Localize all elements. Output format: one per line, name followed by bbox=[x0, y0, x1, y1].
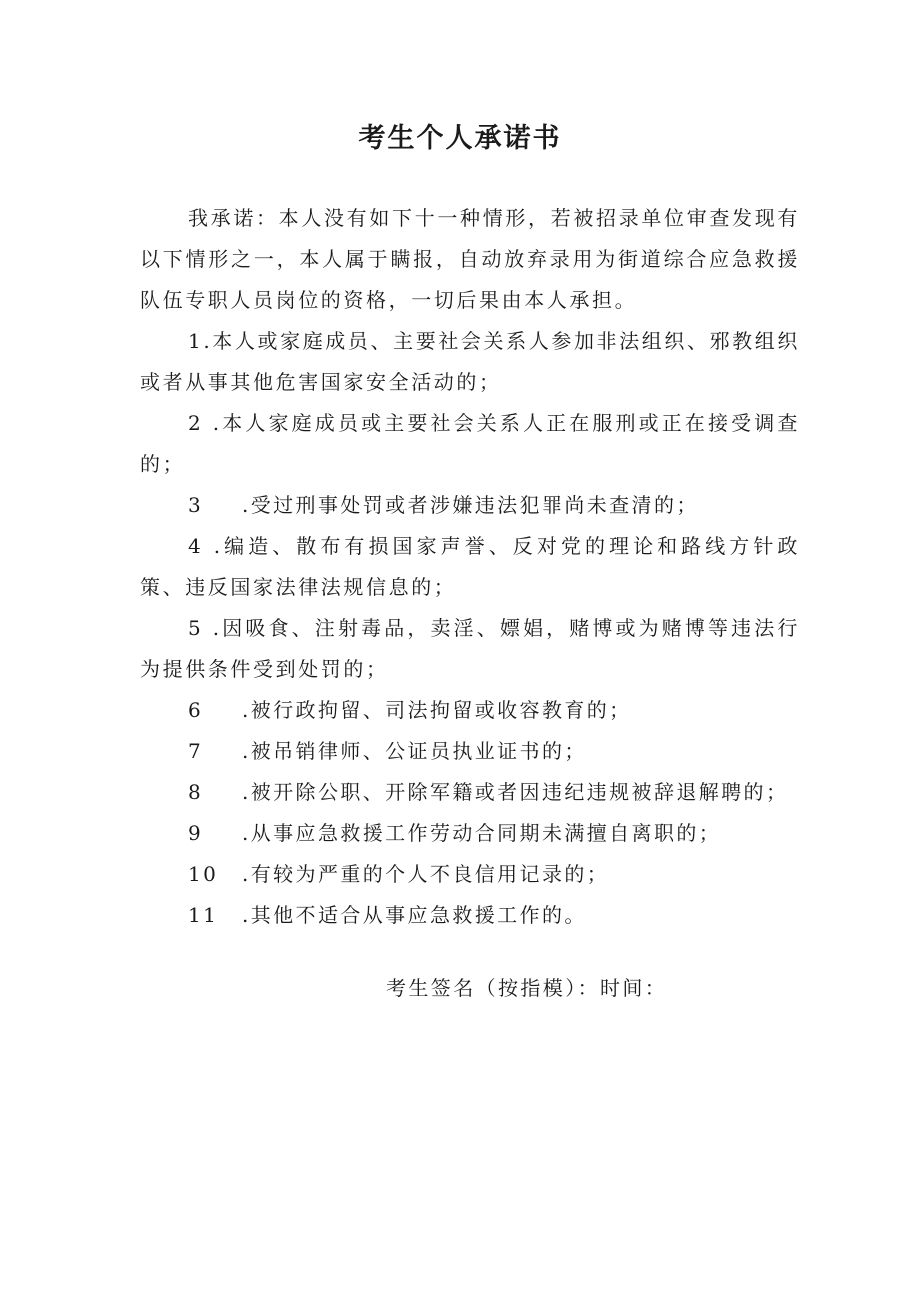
list-item-text: .受过刑事处罚或者涉嫌违法犯罪尚未查清的； bbox=[242, 493, 699, 517]
list-item-number: 9 bbox=[188, 821, 204, 845]
intro-paragraph: 我承诺：本人没有如下十一种情形，若被招录单位审查发现有以下情形之一，本人属于瞒报，自动放弃录用为街道综合应急救援队伍专职人员岗位的资格，一切后果由本人承担。 bbox=[140, 206, 800, 312]
list-item-text: .被开除公职、开除军籍或者因违纪违规被辞退解聘的； bbox=[242, 780, 789, 804]
list-item-number: 11 bbox=[188, 903, 219, 927]
list-item-text: .被行政拘留、司法拘留或收容教育的； bbox=[242, 698, 632, 722]
page-title: 考生个人承诺书 bbox=[358, 123, 562, 154]
list-item-text: .被吊销律师、公证员执业证书的； bbox=[242, 739, 587, 763]
list-item-text: .有较为严重的个人不良信用记录的； bbox=[242, 862, 610, 886]
list-item-2: 2 .本人家庭成员或主要社会关系人正在服刑或正在接受调查的； bbox=[140, 411, 800, 476]
list-item-number: 10 bbox=[188, 862, 219, 886]
list-item-text: .从事应急救援工作劳动合同期未满擅自离职的； bbox=[242, 821, 722, 845]
list-item-number: 6 bbox=[188, 698, 204, 722]
list-item-number: 8 bbox=[188, 780, 204, 804]
list-item-number: 7 bbox=[188, 739, 204, 763]
list-item-1: 1.本人或家庭成员、主要社会关系人参加非法组织、邪教组织或者从事其他危害国家安全活动的； bbox=[140, 329, 800, 394]
list-item-number: 3 bbox=[188, 493, 204, 517]
list-item-4: 4 .编造、散布有损国家声誉、反对党的理论和路线方针政策、违反国家法律法规信息的； bbox=[140, 534, 800, 599]
signature-line: 考生签名（按指模）：时间： bbox=[386, 976, 668, 1000]
list-item-5: 5 .因吸食、注射毒品，卖淫、嫖娼，赌博或为赌博等违法行为提供条件受到处罚的； bbox=[140, 616, 800, 681]
list-item-text: .其他不适合从事应急救援工作的。 bbox=[242, 903, 587, 927]
